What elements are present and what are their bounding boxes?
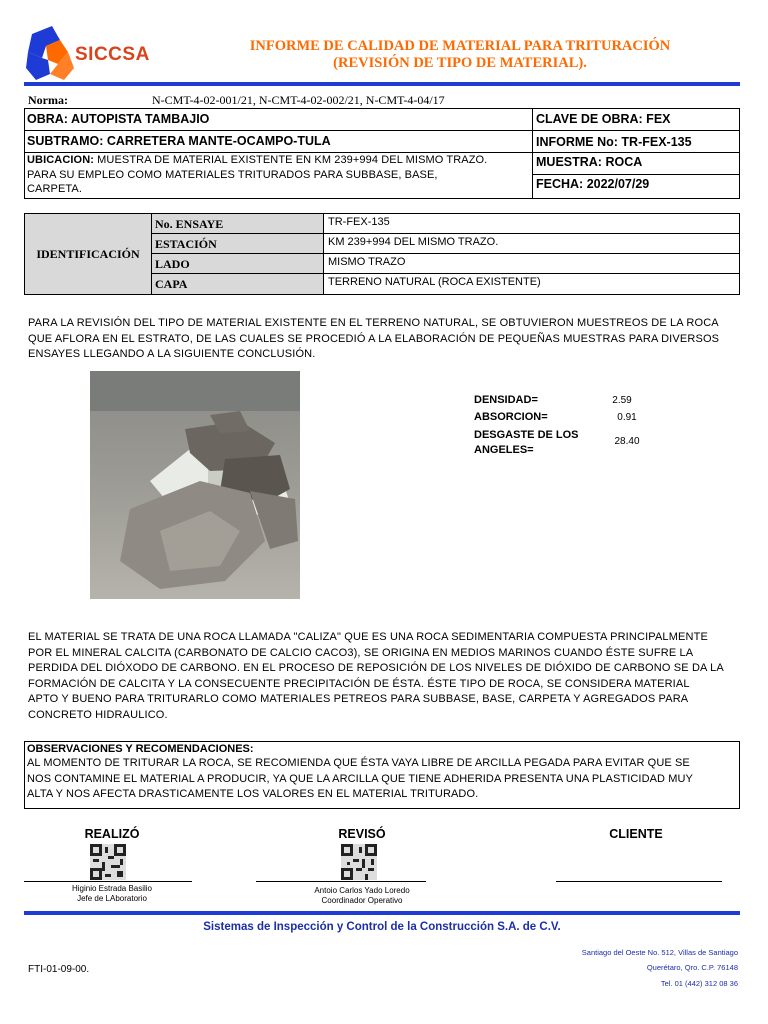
conclusion-line: POR EL MINERAL CALCITA (CARBONATO DE CALCIO CACO3), SE ORIGINA EN MEDIOS MARINOS CUANDO ÉSTE SUFRE LA: [28, 646, 694, 659]
norma-label: Norma:: [28, 93, 68, 107]
address-line-2: Querétaro, Qro. C.P. 76148: [646, 963, 738, 972]
norma-value: N-CMT-4-02-001/21, N-CMT-4-02-002/21, N-CMT-4-04/17: [152, 93, 445, 107]
identificacion-table: [24, 213, 740, 295]
intro-line: ENSAYES LLEGANDO A LA SIGUIENTE CONCLUSIÓN.: [28, 348, 316, 360]
informe-number: INFORME No: TR-FEX-135: [536, 135, 692, 149]
absorcion-label: ABSORCION=: [474, 411, 548, 423]
info-divider: [532, 108, 533, 199]
reviso-title: REVISÓ: [338, 827, 386, 841]
realizo-title: REALIZÓ: [84, 827, 140, 841]
densidad-value: 2.59: [612, 395, 632, 406]
id-value: TERRENO NATURAL (ROCA EXISTENTE): [328, 276, 541, 288]
conclusion-line: APTO Y BUENO PARA TRITURARLO COMO MATERIALES PETREOS PARA SUBBASE, BASE, CARPETA Y AGREGADOS PARA: [28, 693, 689, 705]
footer-rule: [24, 911, 740, 915]
conclusion-line: PERDIDA DEL DIÓXODO DE CARBONO. EN EL PROCESO DE REPOSICIÓN DE LOS NIVELES DE DIÓXIDO DE CARBONO SE DA LA: [28, 662, 724, 674]
conclusion-paragraph: [28, 630, 738, 723]
report-title: [160, 38, 760, 72]
observaciones-line: AL MOMENTO DE TRITURAR LA ROCA, SE RECOMIENDA QUE ÉSTA VAYA LIBRE DE ARCILLA PEGADA PARA EVITAR QUE SE: [27, 757, 690, 769]
id-row-estacion: [152, 234, 739, 254]
observaciones-text: [27, 756, 735, 803]
muestra-text: MUESTRA: ROCA: [536, 155, 643, 169]
clave-obra: CLAVE DE OBRA: FEX: [536, 112, 671, 126]
address-line-1: Santiago del Oeste No. 512, Villas de Santiago: [581, 948, 738, 957]
info-rule: [532, 174, 740, 175]
desgaste-label-line-1: DESGASTE DE LOS: [474, 429, 579, 441]
qr-code-icon: [341, 843, 377, 881]
desgaste-label-line-2: ANGELES=: [474, 444, 534, 456]
identificacion-heading: IDENTIFICACIÓN: [25, 214, 152, 294]
logo-text: SICCSA: [75, 44, 150, 65]
id-label: CAPA: [152, 274, 324, 294]
qr-code-icon: [90, 843, 126, 881]
ubicacion-text: [27, 153, 532, 197]
realizo-name: Higinio Estrada Basilio: [71, 884, 153, 893]
id-row-capa: [152, 274, 739, 294]
reviso-signer: [277, 886, 447, 906]
id-label: No. ENSAYE: [152, 214, 324, 233]
id-label: LADO: [152, 254, 324, 273]
conclusion-line: CONCRETO HIDRAULICO.: [28, 708, 168, 721]
conclusion-line: EL MATERIAL SE TRATA DE UNA ROCA LLAMADA "CALIZA" QUE ES UNA ROCA SEDIMENTARIA COMPUESTA PRINCIPALMENTE: [28, 631, 708, 643]
cliente-title: CLIENTE: [609, 827, 663, 841]
desgaste-value: 28.40: [614, 436, 640, 447]
densidad-label: DENSIDAD=: [474, 394, 538, 406]
footer-company: Sistemas de Inspección y Control de la Construcción S.A. de C.V.: [203, 921, 561, 933]
intro-paragraph: [28, 316, 738, 363]
signature-line: [256, 881, 426, 882]
phone: Tel. 01 (442) 312 08 36: [660, 979, 738, 988]
rock-sample-photo: [90, 371, 300, 599]
header-rule: [24, 82, 740, 86]
title-line-1: INFORME DE CALIDAD DE MATERIAL PARA TRITURACIÓN: [249, 38, 671, 54]
reviso-name: Antoio Carlos Yado Loredo: [314, 886, 410, 895]
signature-line: [556, 881, 722, 882]
id-value: KM 239+994 DEL MISMO TRAZO.: [328, 236, 499, 248]
subtramo-text: SUBTRAMO: CARRETERA MANTE-OCAMPO-TULA: [27, 134, 331, 148]
observaciones-title: OBSERVACIONES Y RECOMENDACIONES:: [27, 743, 254, 755]
obra-text: OBRA: AUTOPISTA TAMBAJIO: [27, 112, 210, 126]
info-rule: [24, 130, 740, 131]
observaciones-line: ALTA Y NOS AFECTA DRASTICAMENTE LOS VALORES EN EL MATERIAL TRITURADO.: [27, 788, 479, 800]
ubicacion-line-3: CARPETA.: [27, 183, 82, 195]
realizo-role: Jefe de LAboratorio: [77, 894, 147, 903]
intro-line: QUE AFLORA EN EL ESTRATO, DE LAS CUALES SE PROCEDIÓ A LA ELABORACIÓN DE PEQUEÑAS MUESTRAS PARA DIVERSOS: [28, 332, 720, 345]
id-value: MISMO TRAZO: [328, 256, 406, 268]
ubicacion-line-2: PARA SU EMPLEO COMO MATERIALES TRITURADOS PARA SUBBASE, BASE,: [27, 168, 438, 181]
id-label: ESTACIÓN: [152, 234, 324, 253]
reviso-role: Coordinador Operativo: [321, 896, 403, 905]
form-code: FTI-01-09-00.: [28, 964, 90, 975]
observaciones-line: NOS CONTAMINE EL MATERIAL A PRODUCIR, YA QUE LA ARCILLA QUE TIENE ADHERIDA PRESENTA UNA PLASTICIDAD MUY: [27, 772, 693, 785]
realizo-signer: [27, 884, 197, 904]
intro-line: PARA LA REVISIÓN DEL TIPO DE MATERIAL EXISTENTE EN EL TERRENO NATURAL, SE OBTUVIERON MUESTREOS DE LA ROCA: [28, 317, 719, 329]
ubicacion-line-1: MUESTRA DE MATERIAL EXISTENTE EN KM 239+994 DEL MISMO TRAZO.: [94, 154, 488, 166]
absorcion-value: 0.91: [617, 412, 637, 423]
id-row-ensaye: [152, 214, 739, 234]
fecha-text: FECHA: 2022/07/29: [536, 177, 650, 191]
id-value: TR-FEX-135: [328, 216, 390, 228]
ubicacion-label: UBICACION:: [27, 154, 94, 166]
conclusion-line: FORMACIÓN DE CALCITA Y LA CONSECUENTE PRECIPITACIÓN DE ÉSTA. ÉSTE TIPO DE ROCA, SE CONSIDERA MATERIAL: [28, 677, 690, 690]
id-row-lado: [152, 254, 739, 274]
observaciones-box: [24, 741, 740, 809]
title-line-2: (REVISIÓN DE TIPO DE MATERIAL).: [333, 55, 587, 71]
signature-line: [24, 881, 192, 882]
